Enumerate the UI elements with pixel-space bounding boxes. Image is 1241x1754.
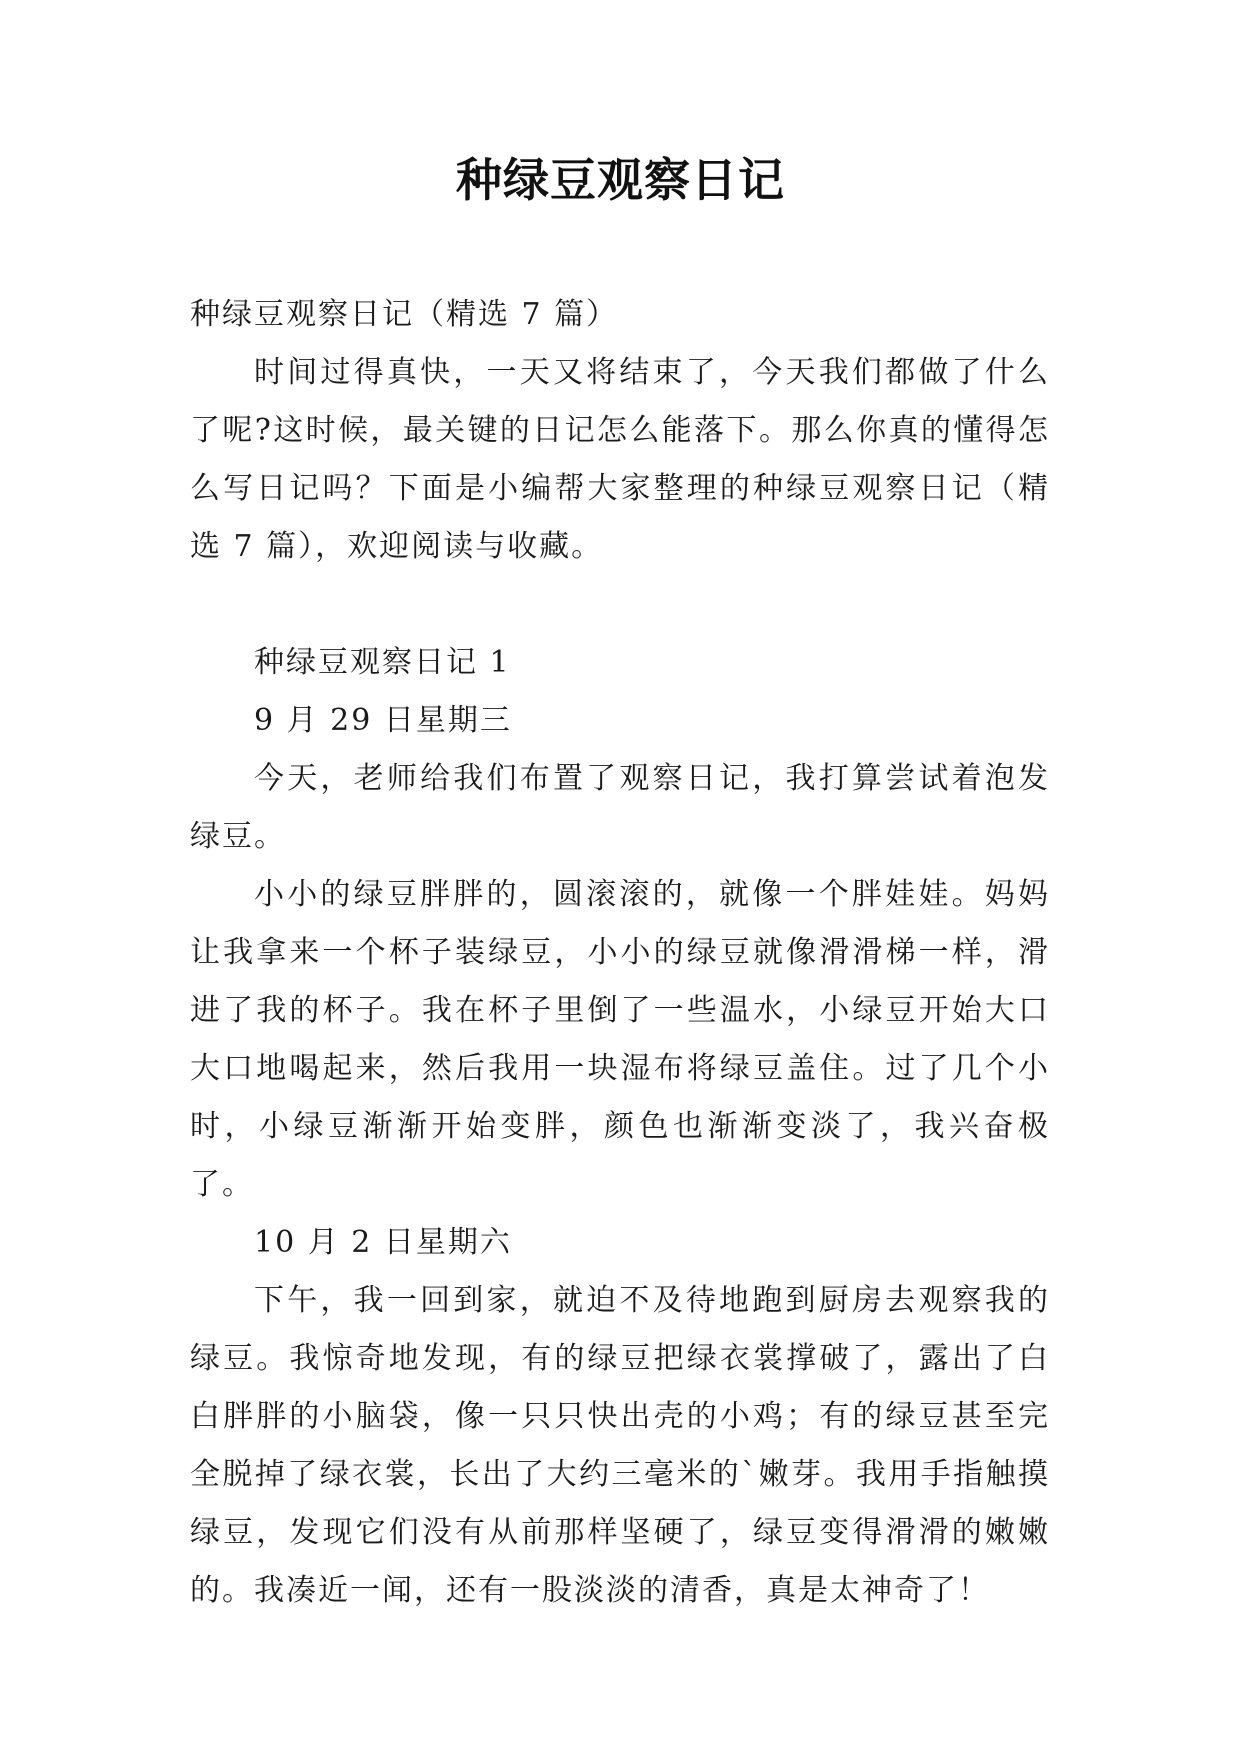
document-subtitle: 种绿豆观察日记（精选 7 篇） (190, 297, 619, 332)
section-heading: 种绿豆观察日记 1 (254, 645, 511, 680)
intro-paragraph: 时间过得真快，一天又将结束了，今天我们都做了什么了呢?这时候，最关键的日记怎么能落下。那么你真的懂得怎么写日记吗？下面是小编帮大家整理的种绿豆观察日记（精选 7 篇），欢迎阅读与收藏。 (190, 355, 1050, 564)
paragraph-spacer (190, 576, 1050, 634)
body-paragraph: 下午，我一回到家，就迫不及待地跑到厨房去观察我的绿豆。我惊奇地发现，有的绿豆把绿衣裳撑破了，露出了白白胖胖的小脑袋，像一只只快出壳的小鸡；有的绿豆甚至完全脱掉了绿衣裳，长出了大约三毫米的`嫩芽。我用手指触摸绿豆，发现它们没有从前那样坚硬了，绿豆变得滑滑的嫩嫩的。我凑近一闻，还有一股淡淡的清香，真是太神奇了！ (190, 1283, 1050, 1608)
body-paragraph: 小小的绿豆胖胖的，圆滚滚的，就像一个胖娃娃。妈妈让我拿来一个杯子装绿豆，小小的绿豆就像滑滑梯一样，滑进了我的杯子。我在杯子里倒了一些温水，小绿豆开始大口大口地喝起来，然后我用一块湿布将绿豆盖住。过了几个小时，小绿豆渐渐开始变胖，颜色也渐渐变淡了，我兴奋极了。 (190, 877, 1050, 1202)
document-body (190, 286, 1050, 1620)
document-title: 种绿豆观察日记 (456, 153, 785, 207)
body-paragraph: 今天，老师给我们布置了观察日记，我打算尝试着泡发绿豆。 (190, 761, 1050, 854)
entry-date: 9 月 29 日星期三 (254, 703, 512, 738)
entry-date: 10 月 2 日星期六 (254, 1225, 512, 1260)
